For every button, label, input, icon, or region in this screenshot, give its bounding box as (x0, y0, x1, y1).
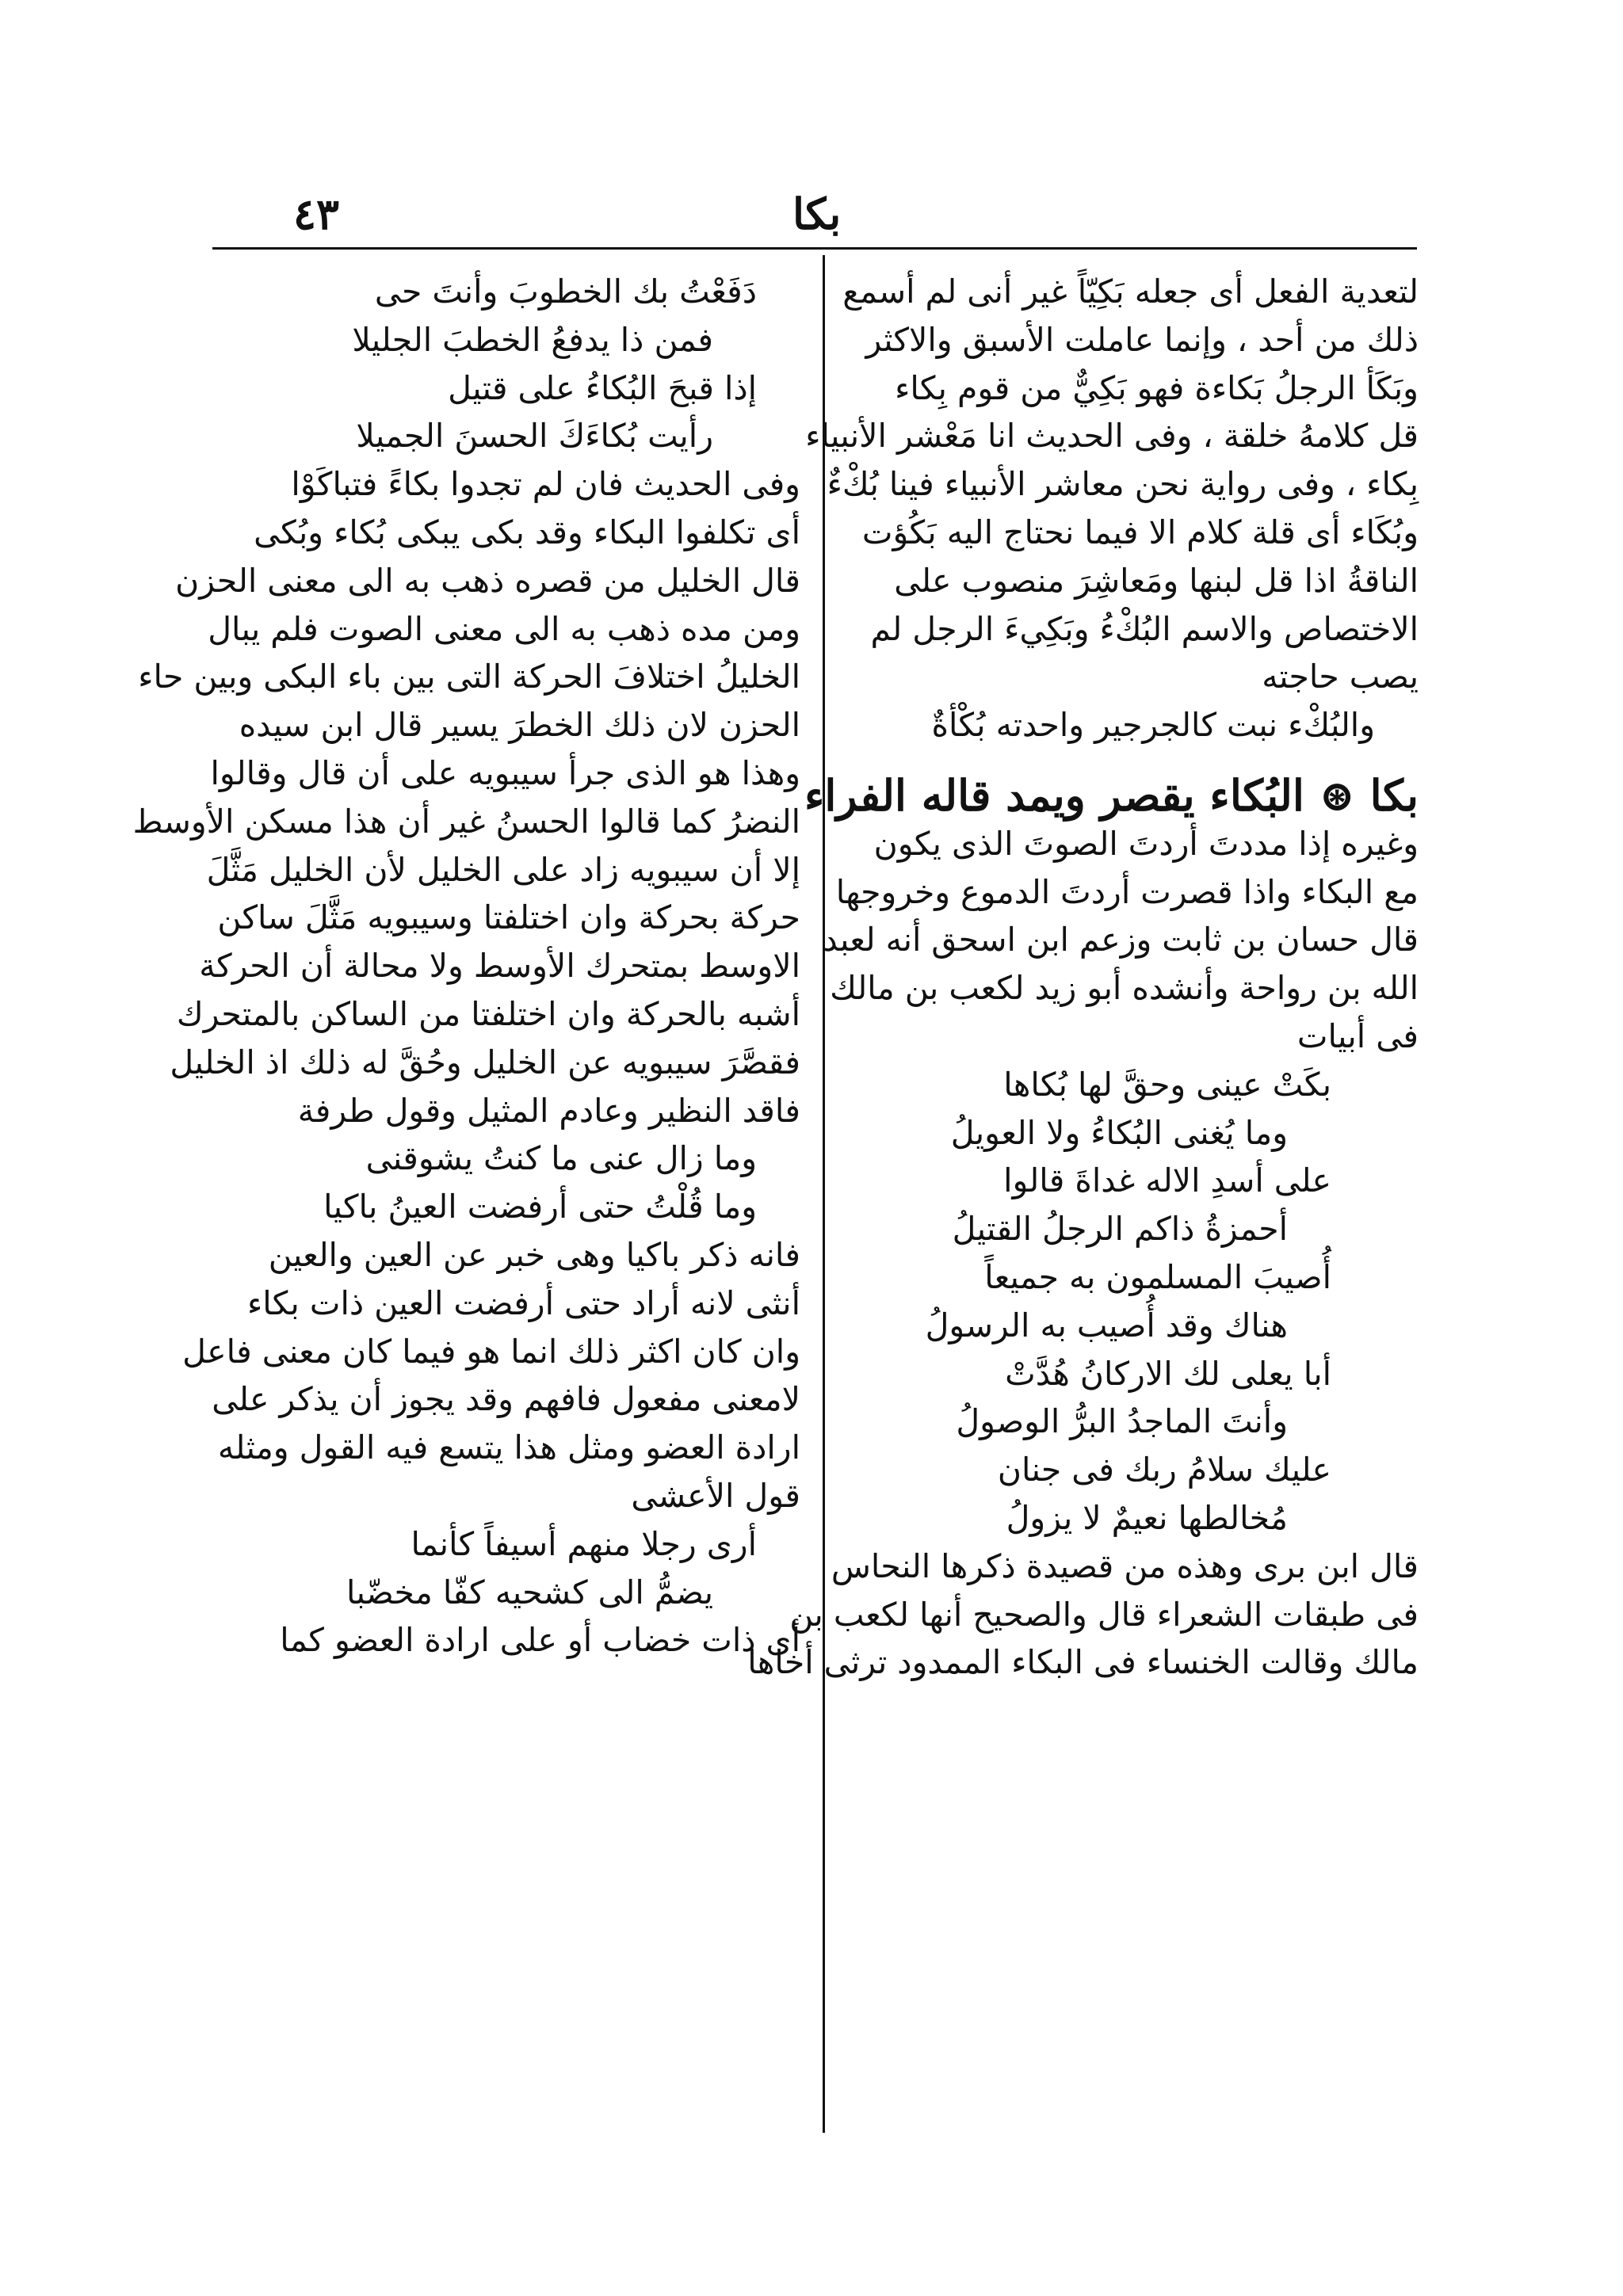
verse-line: دَفَعْتُ بك الخطوبَ وأنتَ حى (374, 273, 757, 311)
text-line: فانه ذكر باكيا وهى خبر عن العين والعين (268, 1235, 800, 1274)
text-line: الاوسط بمتحرك الأوسط ولا محالة أن الحركة (199, 947, 800, 986)
verse-line: رأيت بُكاءَكَ الحسنَ الجميلا (356, 417, 713, 456)
text-line: فى طبقات الشعراء قال والصحيح أنها لكعب بن (789, 1595, 1419, 1634)
text-line: والبُكْء نبت كالجرجير واحدته بُكْأةٌ (931, 706, 1375, 745)
verse-line: أبا يعلى لك الاركانُ هُدَّتْ (1005, 1354, 1331, 1393)
text-line: لامعنى مفعول فافهم وقد يجوز أن يذكر على (212, 1380, 800, 1419)
text-line: وان كان اكثر ذلك انما هو فيما كان معنى فاعل (182, 1332, 800, 1371)
text-line: أى ذات خضاب أو على ارادة العضو كما (280, 1621, 800, 1660)
verse-line: بكَتْ عينى وحقَّ لها بُكاها (1003, 1065, 1331, 1104)
text-line: قال حسان بن ثابت وزعم ابن اسحق أنه لعبد (823, 921, 1419, 959)
text-line: حركة بحركة وان اختلفتا وسيبويه مَثَّلَ ساكن (217, 898, 800, 937)
text-line: يصب حاجته (1262, 658, 1419, 696)
text-line: ذلك من أحد ، وإنما عاملت الأسبق والاكثر (865, 320, 1419, 359)
entry-headword-line: بكا ⊛ البُكاء يقصر ويمد قاله الفراء (804, 769, 1419, 821)
text-line: لتعدية الفعل أى جعله بَكِيّاً غير أنى لم أسمع (842, 273, 1419, 311)
text-line: فاقد النظير وعادم المثيل وقول طرفة (297, 1091, 800, 1130)
verse-line: أحمزةُ ذاكم الرجلُ القتيلُ (952, 1210, 1288, 1249)
text-line: قال ابن برى وهذه من قصيدة ذكرها النحاس (831, 1547, 1419, 1585)
text-line: مالك وقالت الخنساء فى البكاء الممدود ترثى أخاها (747, 1643, 1419, 1682)
verse-line: على أسدِ الاله غداةَ قالوا (1003, 1161, 1331, 1200)
text-line: قل كلامهُ خلقة ، وفى الحديث انا مَعْشر الأنبياء (805, 417, 1419, 456)
text-line: بِكاء ، وفى رواية نحن معاشر الأنبياء فينا بُكْءٌ (827, 465, 1419, 504)
text-line: مع البكاء واذا قصرت أردتَ الدموع وخروجها (835, 872, 1419, 911)
text-line: وفى الحديث فان لم تجدوا بكاءً فتباكَوْا (291, 465, 800, 504)
verse-line: مُخالطها نعيمٌ لا يزولُ (1006, 1498, 1288, 1537)
verse-line: وما يُغنى البُكاءُ ولا العويلُ (950, 1113, 1288, 1152)
verse-line: وما قُلْتُ حتى أرفضت العينُ باكيا (323, 1188, 757, 1226)
right-column (747, 268, 1419, 1687)
text-line: وغيره إذا مددتَ أردتَ الصوتَ الذى يكون (873, 824, 1419, 863)
text-line: النضرُ كما قالوا الحسنُ غير أن هذا مسكن الأوسط (132, 802, 800, 841)
text-line: الناقةُ اذا قل لبنها ومَعاشِرَ منصوب على (894, 561, 1419, 600)
text-line: الخليلُ اختلافَ الحركة التى بين باء البكى وبين حاء (138, 658, 800, 696)
text-line: وهذا هو الذى جرأ سيبويه على أن قال وقالوا (210, 753, 800, 792)
text-line: وبَكَأ الرجلُ بَكاءة فهو بَكِيٌّ من قوم بِكاء (895, 368, 1419, 407)
verse-line: أُصيبَ المسلمون به جميعاً (984, 1257, 1331, 1296)
text-line: الاختصاص والاسم البُكْءُ وبَكِيءَ الرجل لم (870, 609, 1419, 648)
verse-line: وأنتَ الماجدُ البرُّ الوصولُ (956, 1402, 1288, 1441)
text-line: ارادة العضو ومثل هذا يتسع فيه القول ومثله (217, 1428, 800, 1467)
verse-line: عليك سلامُ ربك فى جنان (997, 1451, 1331, 1489)
text-line: قول الأعشى (631, 1476, 800, 1515)
column-divider (823, 255, 825, 2133)
text-line: وبُكَاء أى قلة كلام الا فيما نحتاج اليه بَكُؤت (861, 513, 1419, 551)
text-line: الحزن لان ذلك الخطرَ يسير قال ابن سيده (239, 706, 800, 745)
text-line: فقصَّرَ سيبويه عن الخليل وحُقَّ له ذلك اذ الخليل (170, 1043, 800, 1081)
text-line: قال الخليل من قصره ذهب به الى معنى الحزن (175, 561, 800, 600)
verse-line: وما زال عنى ما كنتُ يشوقنى (365, 1139, 757, 1178)
verse-line: يضمُّ الى كشحيه كفّا مخضّبا (346, 1573, 713, 1611)
verse-line: إذا قبحَ البُكاءُ على قتيل (448, 368, 757, 407)
text-line: إلا أن سيبويه زاد على الخليل لأن الخليل مَثَّلَ (206, 850, 800, 889)
header-rule (212, 247, 1417, 250)
left-column (132, 268, 800, 1665)
verse-line: أرى رجلا منهم أسيفاً كأنما (411, 1524, 757, 1563)
text-line: الله بن رواحة وأنشده أبو زيد لكعب بن مالك (830, 969, 1419, 1008)
text-line: أى تكلفوا البكاء وقد بكى يبكى بُكاء وبُكى (254, 513, 800, 551)
text-line: أشبه بالحركة وان اختلفتا من الساكن بالمتحرك (176, 994, 800, 1033)
verse-line: هناك وقد أُصيب به الرسولُ (925, 1306, 1288, 1344)
text-line: أنثى لانه أراد حتى أرفضت العين ذات بكاء (246, 1283, 800, 1322)
entry-gap (852, 749, 1419, 772)
text-line: ومن مده ذهب به الى معنى الصوت فلم يبال (208, 609, 800, 648)
running-head-word: بكا (792, 189, 842, 239)
page-number: ٤٣ (293, 189, 340, 239)
verse-line: فمن ذا يدفعُ الخطبَ الجليلا (352, 320, 713, 359)
text-line: فى أبيات (1296, 1016, 1419, 1055)
